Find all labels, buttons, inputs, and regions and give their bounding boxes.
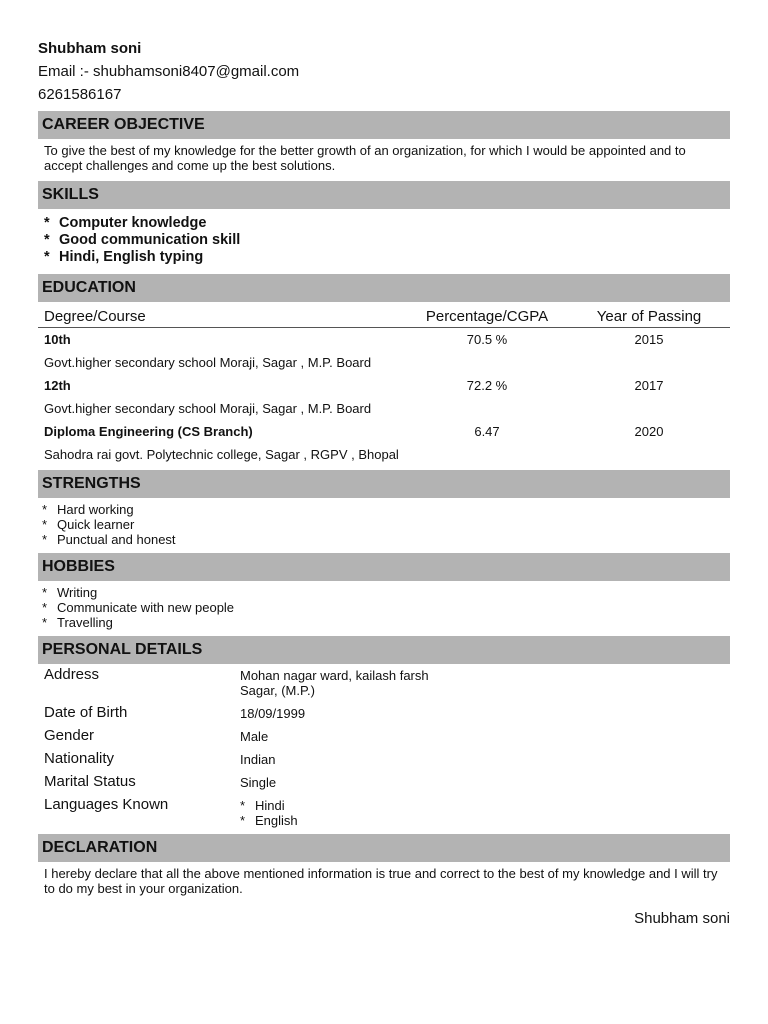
bullet-star: * (42, 585, 48, 600)
nationality-label: Nationality (44, 750, 115, 767)
strengths-list (38, 498, 730, 553)
skill-label: Hindi, English typing (59, 249, 204, 265)
declaration-heading: DECLARATION (38, 834, 730, 862)
address-value (234, 664, 730, 702)
skills-list (38, 209, 730, 274)
table-row (38, 794, 730, 834)
skill-item (44, 232, 724, 249)
marital-status-value: Single (240, 775, 277, 790)
bullet-star: * (240, 798, 246, 813)
language-label: English (255, 813, 298, 828)
table-row (38, 328, 730, 352)
bullet-star: * (42, 502, 48, 517)
address-line: Mohan nagar ward, kailash farsh (240, 668, 429, 683)
school-cell: Govt.higher secondary school Moraji, Sagar , M.P. Board (44, 401, 372, 416)
year-column-header: Year of Passing (568, 302, 730, 328)
strengths-heading: STRENGTHS (38, 470, 730, 498)
list-item (240, 798, 724, 813)
degree-cell: 12th (44, 378, 71, 393)
education-header-row (38, 302, 730, 328)
strength-label: Quick learner (57, 517, 135, 532)
nationality-value: Indian (240, 752, 276, 767)
career-objective-text: To give the best of my knowledge for the better growth of an organization, for which I would be appointed and to accept challenges and come up the best solutions. (44, 143, 686, 173)
bullet-star: * (240, 813, 246, 828)
personal-details-heading: PERSONAL DETAILS (38, 636, 730, 664)
address-label: Address (44, 666, 100, 683)
bullet-star: * (44, 232, 50, 248)
address-line: Sagar, (M.P.) (240, 683, 315, 698)
hobbies-list (38, 581, 730, 636)
score-cell: 70.5 % (466, 332, 508, 347)
table-row (38, 664, 730, 702)
languages-label: Languages Known (44, 796, 169, 813)
bullet-star: * (42, 615, 48, 630)
skill-item (44, 215, 724, 232)
list-item (42, 532, 726, 547)
bullet-star: * (42, 532, 48, 547)
marital-status-label: Marital Status (44, 773, 136, 790)
declaration-text: I hereby declare that all the above mentioned information is true and correct to the best of my knowledge and I will try to do my best in your organization. (44, 866, 718, 896)
resume-page (38, 40, 730, 927)
hobby-label: Writing (57, 585, 98, 600)
hobby-label: Communicate with new people (57, 600, 235, 615)
list-item (42, 585, 726, 600)
list-item (240, 813, 724, 828)
phone-line: 6261586167 (38, 86, 122, 103)
signature-name: Shubham soni (634, 910, 730, 927)
score-cell: 6.47 (474, 424, 500, 439)
table-row (38, 420, 730, 443)
bullet-star: * (42, 600, 48, 615)
email-line: Email :- shubhamsoni8407@gmail.com (38, 63, 300, 80)
table-row (38, 443, 730, 470)
degree-column-header: Degree/Course (38, 302, 406, 328)
score-cell: 72.2 % (466, 378, 508, 393)
education-heading: EDUCATION (38, 274, 730, 302)
table-row (38, 771, 730, 794)
bullet-star: * (42, 517, 48, 532)
list-item (42, 615, 726, 630)
score-column-header: Percentage/CGPA (406, 302, 568, 328)
skill-label: Computer knowledge (59, 215, 207, 231)
languages-value (234, 794, 730, 834)
education-table (38, 302, 730, 470)
degree-cell: 10th (44, 332, 71, 347)
year-cell: 2015 (634, 332, 664, 347)
bullet-star: * (44, 249, 50, 265)
career-objective-heading: CAREER OBJECTIVE (38, 111, 730, 139)
year-cell: 2017 (634, 378, 664, 393)
skill-item (44, 249, 724, 266)
degree-cell: Diploma Engineering (CS Branch) (44, 424, 253, 439)
hobbies-heading: HOBBIES (38, 553, 730, 581)
list-item (42, 517, 726, 532)
table-row (38, 748, 730, 771)
list-item (42, 502, 726, 517)
strength-label: Hard working (57, 502, 134, 517)
school-cell: Govt.higher secondary school Moraji, Sagar , M.P. Board (44, 355, 372, 370)
bullet-star: * (44, 215, 50, 231)
list-item (42, 600, 726, 615)
dob-value: 18/09/1999 (240, 706, 306, 721)
strength-label: Punctual and honest (57, 532, 176, 547)
table-row (38, 397, 730, 420)
table-row (38, 725, 730, 748)
skill-label: Good communication skill (59, 232, 241, 248)
gender-value: Male (240, 729, 269, 744)
school-cell: Sahodra rai govt. Polytechnic college, Sagar , RGPV , Bhopal (44, 447, 399, 462)
personal-details-table (38, 664, 730, 834)
language-label: Hindi (255, 798, 285, 813)
table-row (38, 351, 730, 374)
skills-heading: SKILLS (38, 181, 730, 209)
table-row (38, 374, 730, 397)
hobby-label: Travelling (57, 615, 113, 630)
dob-label: Date of Birth (44, 704, 128, 721)
year-cell: 2020 (634, 424, 664, 439)
gender-label: Gender (44, 727, 95, 744)
table-row (38, 702, 730, 725)
candidate-name: Shubham soni (38, 40, 142, 57)
